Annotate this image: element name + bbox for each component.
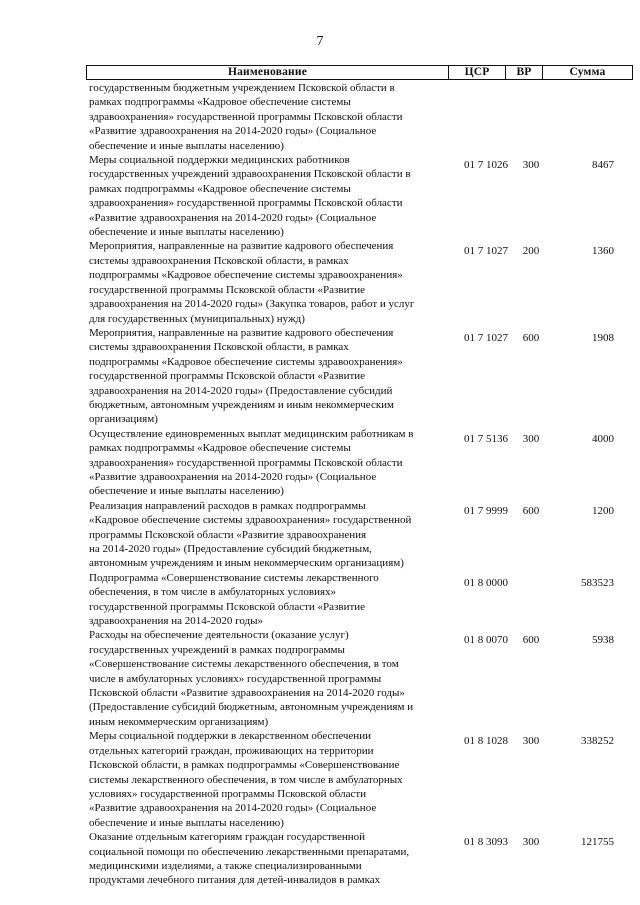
row-name-line: «Развитие здравоохранения на 2014-2020 годы» (Социальное <box>89 802 377 815</box>
row-name-line: Псковской области «Развитие здравоохранения на 2014-2020 годы» <box>89 687 405 700</box>
row-name-line: «Совершенствование системы лекарственного обеспечения, в том <box>89 658 399 671</box>
row-name-line: числе в амбулаторных условиях» государственной программы <box>89 672 382 685</box>
table-row <box>89 571 634 629</box>
row-name <box>89 326 446 427</box>
row-name-line: рамках подпрограммы «Кадровое обеспечение системы <box>89 442 351 455</box>
row-vr: 200 <box>522 245 540 258</box>
row-name-line: Расходы на обеспечение деятельности (оказание услуг) <box>89 629 349 642</box>
row-name-line: здравоохранения на 2014-2020 годы» (Закупка товаров, работ и услуг <box>89 298 415 311</box>
row-csr: 01 7 5136 <box>464 432 508 445</box>
row-name-line: обеспечение и иные выплаты населению) <box>89 816 284 829</box>
table-row <box>89 830 634 888</box>
table-body <box>89 81 634 888</box>
row-csr: 01 8 0070 <box>464 634 508 647</box>
row-name-line: государственной программы Псковской области «Развитие <box>89 283 366 296</box>
table-row <box>89 499 634 571</box>
table-header <box>86 65 633 80</box>
row-name-line: Меры социальной поддержки медицинских работников <box>89 154 350 167</box>
row-vr: 300 <box>522 432 540 445</box>
row-name-line: медицинскими изделиями, а также специализированными <box>89 859 362 872</box>
row-name-line: обеспечение и иные выплаты населению) <box>89 485 284 498</box>
row-sum: 4000 <box>592 432 614 445</box>
table-row <box>89 326 634 427</box>
row-name-line: для государственных (муниципальных) нужд) <box>89 312 305 325</box>
row-sum: 8467 <box>592 159 614 172</box>
row-csr: 01 8 1028 <box>464 735 508 748</box>
row-name-line: государственным бюджетным учреждением Псковской области в <box>89 82 395 94</box>
row-name <box>89 153 446 239</box>
table-row <box>89 729 634 830</box>
row-sum: 338252 <box>581 735 614 748</box>
row-name <box>89 729 446 830</box>
row-name <box>89 499 446 571</box>
row-name-line: отдельных категорий граждан, проживающих на территории <box>89 744 374 757</box>
row-name-line: Реализация направлений расходов в рамках подпрограммы <box>89 499 366 512</box>
table-row <box>89 427 634 499</box>
row-name-line: обеспечение и иные выплаты населению) <box>89 226 284 239</box>
row-name-line: продуктами лечебного питания для детей-инвалидов в рамках <box>89 874 381 887</box>
row-name <box>89 81 446 153</box>
row-name-line: обеспечение и иные выплаты населению) <box>89 139 284 152</box>
row-name-line: Осуществление единовременных выплат медицинским работникам в <box>89 427 414 440</box>
row-name-line: Подпрограмма «Совершенствование системы лекарственного <box>89 571 379 584</box>
header-csr: ЦСР <box>449 66 506 79</box>
row-name-line: «Развитие здравоохранения на 2014-2020 годы» (Социальное <box>89 470 377 483</box>
header-name: Наименование <box>87 66 449 79</box>
row-csr: 01 7 1026 <box>464 159 508 172</box>
row-name <box>89 239 446 325</box>
row-name-line: «Развитие здравоохранения на 2014-2020 годы» (Социальное <box>89 125 377 138</box>
row-vr: 600 <box>522 331 540 344</box>
row-sum: 5938 <box>592 634 614 647</box>
row-vr <box>512 571 550 629</box>
row-vr: 300 <box>522 836 540 849</box>
row-name <box>89 571 446 629</box>
row-csr: 01 8 0000 <box>464 576 508 589</box>
row-name-line: государственной программы Псковской области «Развитие <box>89 600 366 613</box>
row-sum: 583523 <box>581 576 614 589</box>
row-name-line: системы здравоохранения Псковской области, в рамках <box>89 341 349 354</box>
row-csr: 01 8 3093 <box>464 836 508 849</box>
table-row <box>89 628 634 729</box>
row-name-line: «Развитие здравоохранения на 2014-2020 годы» (Социальное <box>89 211 377 224</box>
row-name-line: подпрограммы «Кадровое обеспечение системы здравоохранения» <box>89 355 403 368</box>
row-vr: 300 <box>522 159 540 172</box>
row-name-line: бюджетным, автономным учреждениям и иным некоммерческим <box>89 398 395 411</box>
row-name-line: автономным учреждениям и иным некоммерческим организациям) <box>89 557 404 570</box>
row-name-line: здравоохранения» государственной программы Псковской области <box>89 456 403 469</box>
row-csr <box>446 81 512 153</box>
row-name-line: рамках подпрограммы «Кадровое обеспечение системы <box>89 96 351 109</box>
page-number: 7 <box>316 34 324 49</box>
row-name-line: системы здравоохранения Псковской области, в рамках <box>89 254 349 267</box>
row-name-line: социальной помощи по обеспечению лекарственными препаратами, <box>89 845 410 858</box>
row-name-line: здравоохранения» государственной программы Псковской области <box>89 110 403 123</box>
row-name-line: рамках подпрограммы «Кадровое обеспечение системы <box>89 182 351 195</box>
row-csr: 01 7 1027 <box>464 331 508 344</box>
row-csr: 01 7 9999 <box>464 504 508 517</box>
row-name-line: государственной программы Псковской области «Развитие <box>89 370 366 383</box>
row-name-line: программы Псковской области «Развитие здравоохранения <box>89 528 367 541</box>
row-name-line: иным некоммерческим организациям) <box>89 715 269 728</box>
row-name-line: системы лекарственного обеспечения, в том числе в амбулаторных <box>89 773 403 786</box>
row-csr: 01 7 1027 <box>464 245 508 258</box>
row-sum: 1360 <box>592 245 614 258</box>
row-sum <box>550 81 634 153</box>
row-name-line: на 2014-2020 годы» (Предоставление субсидий бюджетным, <box>89 543 372 555</box>
row-name-line: организациям) <box>89 413 158 426</box>
row-name-line: «Кадровое обеспечение системы здравоохранения» государственной <box>89 514 412 527</box>
row-vr: 600 <box>522 504 540 517</box>
row-name <box>89 628 446 729</box>
row-sum: 1908 <box>592 331 614 344</box>
row-name-line: Оказание отдельным категориям граждан государственной <box>89 831 365 844</box>
table-row <box>89 153 634 239</box>
row-sum: 1200 <box>592 504 614 517</box>
row-name-line: Псковской области, в рамках подпрограммы «Совершенствование <box>89 759 400 772</box>
table-row <box>89 81 634 153</box>
row-name-line: государственных учреждений здравоохранения Псковской области в <box>89 168 411 181</box>
row-name-line: Мероприятия, направленные на развитие кадрового обеспечения <box>89 326 394 339</box>
row-name-line: обеспечения, в том числе в амбулаторных условиях» <box>89 586 337 599</box>
row-name-line: условиях» государственной программы Псковской области <box>89 787 367 800</box>
row-sum: 121755 <box>581 836 614 849</box>
row-name-line: (Предоставление субсидий бюджетным, автономным учреждениям и <box>89 701 414 714</box>
row-name <box>89 830 446 888</box>
row-name-line: здравоохранения» государственной программы Псковской области <box>89 197 403 210</box>
row-name <box>89 427 446 499</box>
row-name-line: здравоохранения на 2014-2020 годы» (Предоставление субсидий <box>89 384 393 397</box>
row-name-line: здравоохранения на 2014-2020 годы» <box>89 615 264 628</box>
row-name-line: Меры социальной поддержки в лекарственном обеспечении <box>89 730 371 743</box>
table-row <box>89 239 634 325</box>
row-name-line: Мероприятия, направленные на развитие кадрового обеспечения <box>89 240 394 253</box>
row-vr <box>512 81 550 153</box>
row-vr: 300 <box>522 735 540 748</box>
row-name-line: государственных учреждений в рамках подпрограммы <box>89 643 345 656</box>
row-vr: 600 <box>522 634 540 647</box>
header-sum: Сумма <box>569 66 606 78</box>
header-vr: ВР <box>506 66 543 79</box>
row-name-line: подпрограммы «Кадровое обеспечение системы здравоохранения» <box>89 269 403 282</box>
